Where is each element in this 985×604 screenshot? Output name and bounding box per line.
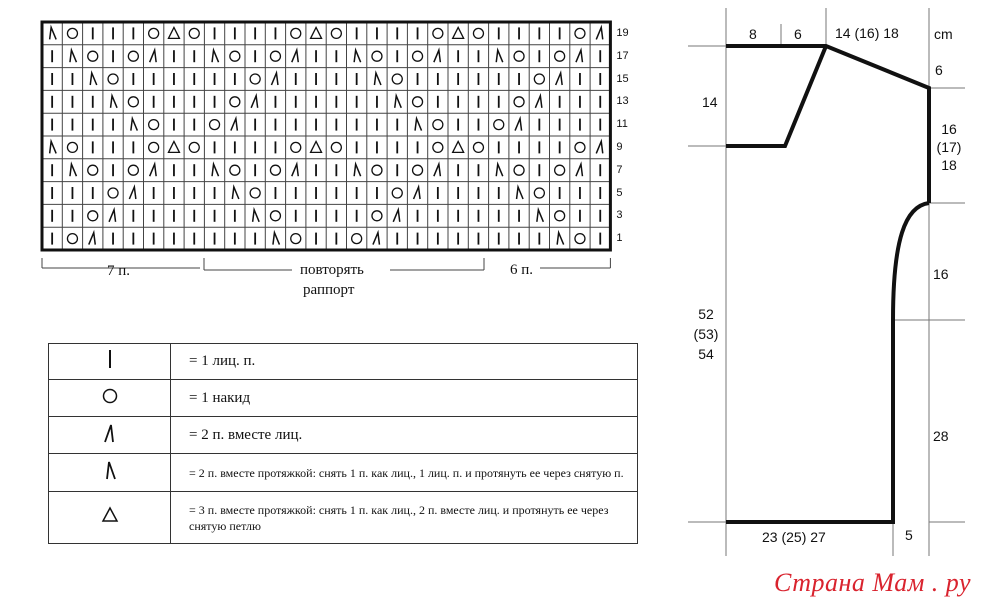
dim-shoulder-drop: 6 — [935, 62, 943, 78]
row-number: 9 — [616, 141, 623, 153]
legend-text: = 2 п. вместе протяжкой: снять 1 п. как лиц., 1 лиц. п. и протянуть ее через снятую п. — [171, 454, 638, 492]
dim-top-8: 8 — [749, 26, 757, 42]
dim-top-6: 6 — [794, 26, 802, 42]
dim-bottom-width: 23 (25) 27 — [762, 529, 826, 545]
dim-armhole-curve: 16 — [933, 266, 949, 282]
chart-label-repeat-1: повторять — [300, 262, 364, 278]
row-number: 1 — [616, 232, 623, 245]
dim-shoulder: 14 (16) 18 — [835, 25, 899, 41]
row-number: 3 — [616, 209, 623, 222]
dim-total-length: 52 (53) 54 — [693, 306, 719, 362]
chart-label-repeat-2: раппорт — [303, 282, 355, 298]
legend-text: = 1 накид — [171, 380, 638, 417]
row-number: 7 — [616, 163, 623, 176]
legend-text: = 2 п. вместе лиц. — [171, 417, 638, 454]
legend-text: = 1 лиц. п. — [171, 344, 638, 380]
dim-armhole: 16 (17) 18 — [936, 121, 962, 173]
dim-bottom-edge: 5 — [905, 527, 913, 543]
row-number: 17 — [616, 49, 629, 62]
row-number: 11 — [616, 118, 628, 131]
unit-label: cm — [934, 26, 953, 42]
row-number: 19 — [616, 27, 629, 39]
chart-label-left: 7 п. — [107, 263, 131, 279]
chart-label-right: 6 п. — [510, 262, 534, 278]
dim-neck-depth: 14 — [702, 94, 718, 110]
legend-text: = 3 п. вместе протяжкой: снять 1 п. как лиц., 2 п. вместе лиц. и протянуть ее через снятую петлю — [171, 492, 638, 544]
dim-side: 28 — [933, 428, 949, 444]
row-number: 15 — [616, 72, 629, 85]
site-watermark: Страна Мам . ру — [774, 568, 971, 597]
row-number: 13 — [616, 95, 629, 108]
row-number: 5 — [616, 186, 623, 199]
